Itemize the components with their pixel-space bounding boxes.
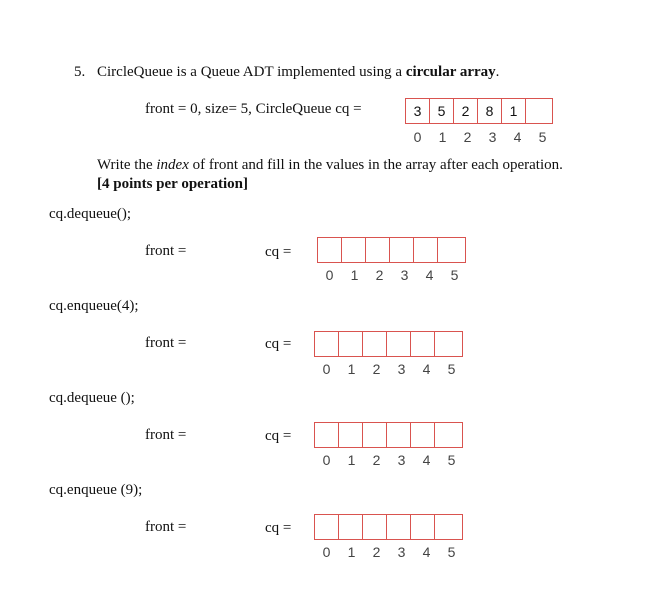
index-label: 2 [463, 129, 472, 145]
statement-end: . [495, 64, 500, 80]
index-label: 4 [425, 267, 434, 283]
answer-cell[interactable] [411, 332, 435, 356]
answer-cell[interactable] [435, 423, 459, 447]
operation-call: cq.dequeue (); [49, 390, 135, 406]
answer-cell[interactable] [315, 332, 339, 356]
index-label: 1 [347, 361, 356, 377]
problem-statement [97, 64, 499, 81]
front-label: front = [145, 519, 187, 535]
instruction-end: of front and fill in the values in the array after each operation. [188, 157, 563, 173]
answer-cell[interactable] [315, 423, 339, 447]
operation-call: cq.dequeue(); [49, 206, 132, 222]
index-label: 4 [422, 544, 431, 560]
operation-call: cq.enqueue(4); [49, 298, 139, 314]
index-label: 0 [322, 361, 331, 377]
front-label: front = [145, 335, 187, 351]
answer-cell[interactable] [318, 238, 342, 262]
answer-cell[interactable] [387, 332, 411, 356]
operation-call: cq.enqueue (9); [49, 482, 143, 498]
index-label: 3 [400, 267, 409, 283]
initial-array [405, 98, 553, 124]
points-text: [4 points per operation] [97, 176, 248, 192]
index-label: 0 [322, 452, 331, 468]
answer-cell[interactable] [366, 238, 390, 262]
index-label: 3 [488, 129, 497, 145]
index-label: 4 [422, 452, 431, 468]
answer-cell[interactable] [435, 332, 459, 356]
cq-label: cq = [265, 520, 292, 536]
problem-number: 5. [74, 64, 86, 80]
index-label: 2 [372, 452, 381, 468]
array-cell: 8 [478, 99, 502, 123]
answer-cell[interactable] [339, 423, 363, 447]
index-label: 1 [438, 129, 447, 145]
answer-indices [314, 361, 464, 377]
points-note [97, 176, 248, 193]
answer-cell[interactable] [363, 515, 387, 539]
index-label: 5 [447, 452, 456, 468]
index-label: 0 [322, 544, 331, 560]
answer-indices [314, 544, 464, 560]
answer-array[interactable] [314, 514, 463, 540]
answer-cell[interactable] [438, 238, 462, 262]
answer-indices [317, 267, 467, 283]
index-label: 5 [447, 361, 456, 377]
cq-label: cq = [265, 428, 292, 444]
answer-cell[interactable] [390, 238, 414, 262]
index-label: 2 [375, 267, 384, 283]
index-label: 1 [347, 544, 356, 560]
statement-bold: circular array [405, 64, 496, 80]
answer-cell[interactable] [339, 515, 363, 539]
answer-cell[interactable] [339, 332, 363, 356]
index-label: 5 [450, 267, 459, 283]
index-label: 5 [538, 129, 547, 145]
answer-cell[interactable] [435, 515, 459, 539]
index-label: 1 [347, 452, 356, 468]
array-cell: 3 [406, 99, 430, 123]
front-label: front = [145, 427, 187, 443]
index-label: 2 [372, 361, 381, 377]
index-label: 3 [397, 452, 406, 468]
index-label: 3 [397, 361, 406, 377]
index-label: 3 [397, 544, 406, 560]
index-label: 0 [325, 267, 334, 283]
statement-text: CircleQueue is a Queue ADT implemented using a [97, 64, 406, 80]
instruction-italic: index [156, 157, 189, 173]
array-cell: 2 [454, 99, 478, 123]
front-label: front = [145, 243, 187, 259]
answer-indices [314, 452, 464, 468]
cq-label: cq = [265, 336, 292, 352]
answer-array[interactable] [317, 237, 466, 263]
index-label: 5 [447, 544, 456, 560]
array-cell: 1 [502, 99, 526, 123]
initial-indices [405, 129, 555, 145]
index-label: 4 [422, 361, 431, 377]
answer-cell[interactable] [315, 515, 339, 539]
setup-text: front = 0, size= 5, CircleQueue cq = [145, 101, 362, 117]
index-label: 2 [372, 544, 381, 560]
index-label: 1 [350, 267, 359, 283]
cq-label: cq = [265, 244, 292, 260]
answer-cell[interactable] [411, 515, 435, 539]
instruction-text: Write the [97, 157, 157, 173]
answer-array[interactable] [314, 422, 463, 448]
answer-cell[interactable] [387, 423, 411, 447]
array-cell [526, 99, 550, 123]
answer-cell[interactable] [411, 423, 435, 447]
index-label: 0 [413, 129, 422, 145]
index-label: 4 [513, 129, 522, 145]
answer-cell[interactable] [363, 332, 387, 356]
instruction [97, 157, 563, 174]
answer-cell[interactable] [387, 515, 411, 539]
answer-cell[interactable] [363, 423, 387, 447]
answer-cell[interactable] [414, 238, 438, 262]
answer-cell[interactable] [342, 238, 366, 262]
answer-array[interactable] [314, 331, 463, 357]
array-cell: 5 [430, 99, 454, 123]
